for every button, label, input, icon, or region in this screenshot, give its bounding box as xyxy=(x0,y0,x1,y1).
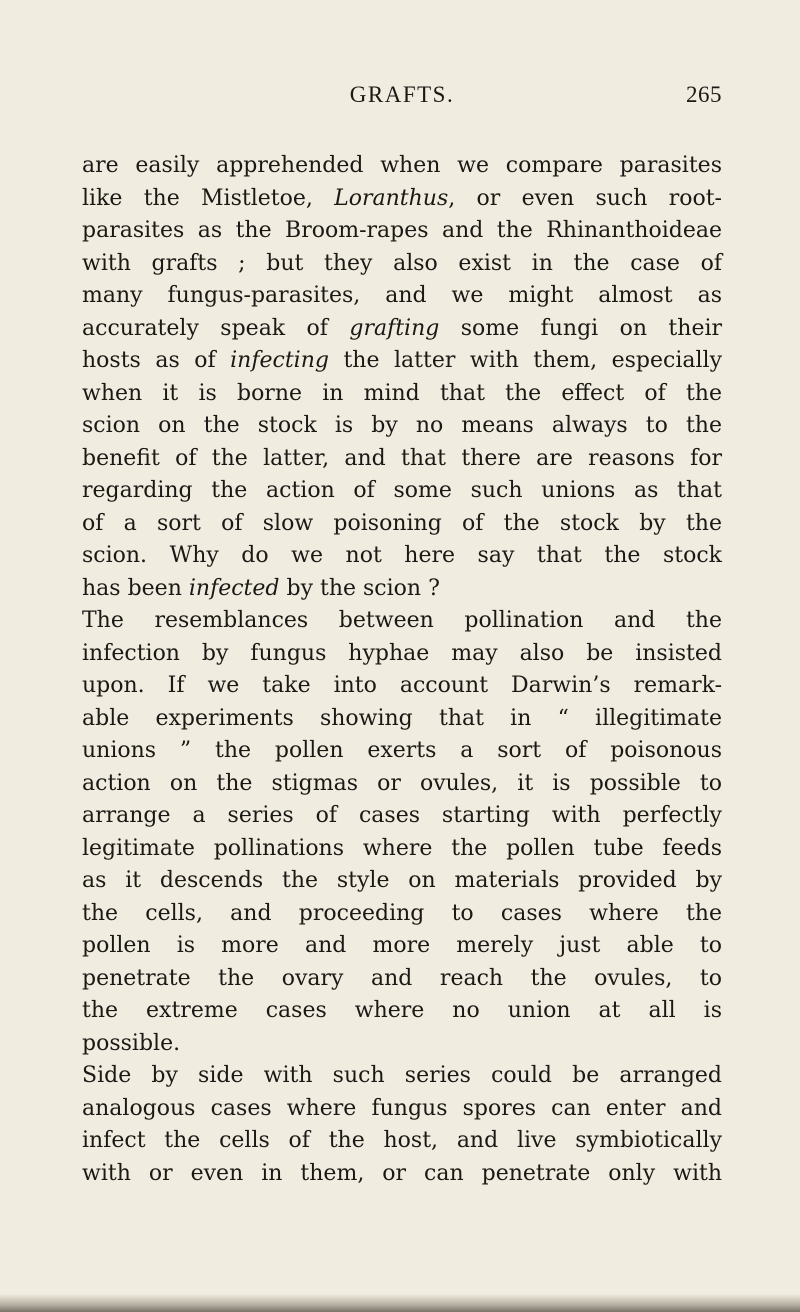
text-line: are easily apprehended when we compare parasites xyxy=(82,153,722,178)
text-line: scion. Why do we not here say that the stock xyxy=(82,543,722,568)
text-line: unions ” the pollen exerts a sort of poisonous xyxy=(82,738,722,763)
text-line: as it descends the style on materials provided by xyxy=(82,868,722,893)
text-line: of a sort of slow poisoning of the stock by the xyxy=(82,510,722,536)
text-line: upon. If we take into account Darwin’s remark- xyxy=(82,673,722,698)
text-line: parasites as the Broom-rapes and the Rhinanthoideae xyxy=(82,218,722,243)
text-line: possible. xyxy=(82,1030,181,1056)
text-line: with grafts ; but they also exist in the case of xyxy=(82,250,722,276)
page-number: 265 xyxy=(686,82,722,107)
text-line: like the Mistletoe, Loranthus, or even such root- xyxy=(82,185,722,211)
text-line: legitimate pollinations where the pollen tube feeds xyxy=(82,835,722,861)
italic-term: infecting xyxy=(230,348,329,373)
text-line: pollen is more and more merely just able to xyxy=(82,933,722,958)
text-line: benefit of the latter, and that there are reasons for xyxy=(82,445,722,471)
body-text xyxy=(82,150,722,1190)
page-edge-shadow xyxy=(0,1294,800,1312)
text-line: accurately speak of grafting some fungi on their xyxy=(82,315,723,341)
text-line: many fungus-parasites, and we might almost as xyxy=(82,283,722,308)
text-line: the cells, and proceeding to cases where the xyxy=(82,900,722,926)
text-line: the extreme cases where no union at all is xyxy=(82,998,722,1023)
text-line: analogous cases where fungus spores can enter and xyxy=(82,1095,722,1121)
text-line: has been infected by the scion ? xyxy=(82,575,440,601)
text-line: scion on the stock is by no means always to the xyxy=(82,413,722,438)
text-line: infection by fungus hyphae may also be insisted xyxy=(82,640,722,666)
text-line: regarding the action of some such unions as that xyxy=(82,478,722,503)
text-line: Side by side with such series could be arranged xyxy=(82,1063,722,1088)
italic-term: grafting xyxy=(349,315,440,341)
text-line: hosts as of infecting the latter with them, especially xyxy=(82,348,723,373)
text-line: penetrate the ovary and reach the ovules, to xyxy=(82,965,722,991)
text-line: with or even in them, or can penetrate only with xyxy=(82,1160,722,1186)
text-line: arrange a series of cases starting with perfectly xyxy=(82,803,722,828)
text-line: infect the cells of the host, and live symbiotically xyxy=(82,1128,722,1153)
running-title: GRAFTS. xyxy=(349,82,455,107)
running-head xyxy=(82,82,722,118)
text-line: able experiments showing that in “ illegitimate xyxy=(82,705,722,731)
text-line: The resemblances between pollination and the xyxy=(82,608,722,633)
italic-term: Loranthus xyxy=(334,185,449,211)
text-line: action on the stigmas or ovules, it is possible to xyxy=(82,770,722,796)
italic-term: infected xyxy=(188,575,280,601)
text-line: when it is borne in mind that the effect of the xyxy=(82,380,722,406)
